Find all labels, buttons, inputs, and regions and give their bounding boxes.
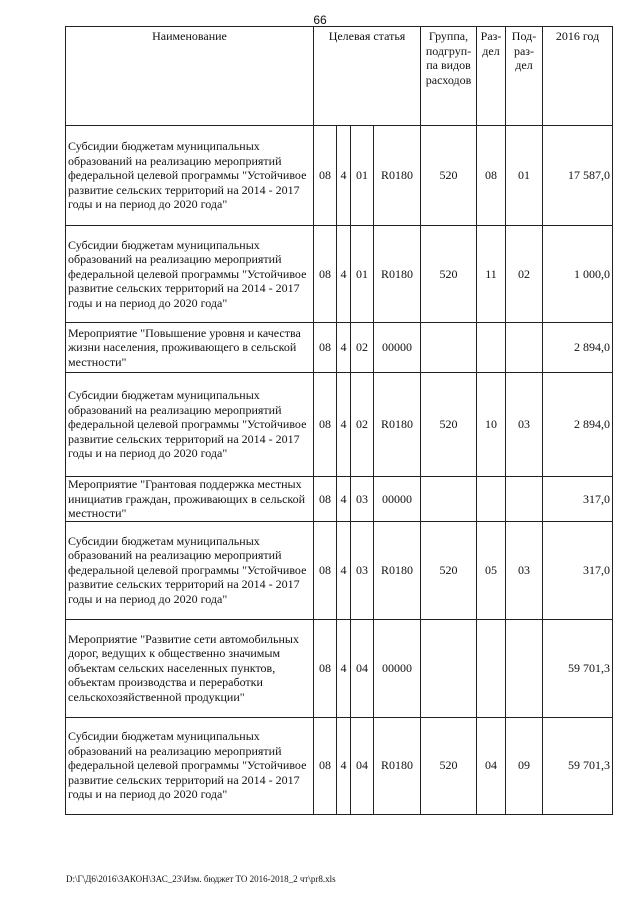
cell-c2: 4: [337, 323, 351, 373]
cell-name: Мероприятие "Повышение уровня и качества жизни населения, проживающего в сельской местности": [66, 323, 314, 373]
cell-subsection: 03: [506, 521, 543, 619]
cell-section: 05: [477, 521, 506, 619]
table-row: [66, 373, 613, 477]
cell-section: [477, 477, 506, 522]
cell-amount: 317,0: [543, 477, 613, 522]
table-row: [66, 126, 613, 226]
cell-group: 520: [421, 226, 477, 323]
cell-amount: 2 894,0: [543, 373, 613, 477]
cell-c1: 08: [314, 373, 337, 477]
cell-name: Субсидии бюджетам муниципальных образований на реализацию мероприятий федеральной целевой программы "Устойчивое развитие сельских территорий на 2014 - 2017 годы и на период до 2020 года": [66, 373, 314, 477]
cell-c1: 08: [314, 126, 337, 226]
cell-group: 520: [421, 521, 477, 619]
page-number: 66: [313, 13, 327, 27]
cell-group: [421, 477, 477, 522]
cell-c3: 03: [351, 521, 374, 619]
cell-c4: R0180: [374, 226, 421, 323]
budget-table: [65, 26, 613, 815]
cell-section: 10: [477, 373, 506, 477]
table-row: [66, 226, 613, 323]
cell-c3: 04: [351, 619, 374, 717]
cell-c2: 4: [337, 126, 351, 226]
cell-c2: 4: [337, 521, 351, 619]
cell-section: 08: [477, 126, 506, 226]
cell-c4: R0180: [374, 373, 421, 477]
cell-subsection: 01: [506, 126, 543, 226]
table-row: [66, 619, 613, 717]
cell-c1: 08: [314, 619, 337, 717]
cell-c4: 00000: [374, 619, 421, 717]
header-subsection: Под-раз-дел: [506, 27, 543, 126]
cell-subsection: 09: [506, 717, 543, 814]
cell-subsection: [506, 477, 543, 522]
cell-c3: 03: [351, 477, 374, 522]
header-target-article: Целевая статья: [314, 27, 421, 126]
cell-c4: 00000: [374, 323, 421, 373]
cell-c1: 08: [314, 477, 337, 522]
cell-c4: R0180: [374, 717, 421, 814]
cell-section: [477, 619, 506, 717]
table-row: [66, 323, 613, 373]
cell-amount: 17 587,0: [543, 126, 613, 226]
cell-name: Мероприятие "Развитие сети автомобильных дорог, ведущих к общественно значимым объектам сельских населенных пунктов, объектам производства и переработки сельскохозяйственной продукции": [66, 619, 314, 717]
cell-amount: 317,0: [543, 521, 613, 619]
cell-subsection: [506, 323, 543, 373]
cell-c2: 4: [337, 619, 351, 717]
cell-c2: 4: [337, 226, 351, 323]
cell-section: 04: [477, 717, 506, 814]
cell-c2: 4: [337, 717, 351, 814]
cell-c2: 4: [337, 477, 351, 522]
file-path-footer: D:\Г\Д6\2016\ЗАКОН\ЗАС_23\Изм. бюджет ТО 2016-2018_2 чт\pr8.xls: [66, 874, 336, 884]
table-row: [66, 477, 613, 522]
cell-c1: 08: [314, 323, 337, 373]
cell-amount: 59 701,3: [543, 619, 613, 717]
cell-amount: 59 701,3: [543, 717, 613, 814]
cell-subsection: 02: [506, 226, 543, 323]
cell-c1: 08: [314, 717, 337, 814]
cell-c3: 02: [351, 323, 374, 373]
cell-section: [477, 323, 506, 373]
cell-c1: 08: [314, 521, 337, 619]
cell-c4: R0180: [374, 126, 421, 226]
cell-group: 520: [421, 126, 477, 226]
cell-subsection: [506, 619, 543, 717]
cell-c3: 01: [351, 226, 374, 323]
header-section: Раз-дел: [477, 27, 506, 126]
cell-c1: 08: [314, 226, 337, 323]
cell-name: Субсидии бюджетам муниципальных образований на реализацию мероприятий федеральной целевой программы "Устойчивое развитие сельских территорий на 2014 - 2017 годы и на период до 2020 года": [66, 226, 314, 323]
cell-c3: 02: [351, 373, 374, 477]
cell-name: Субсидии бюджетам муниципальных образований на реализацию мероприятий федеральной целевой программы "Устойчивое развитие сельских территорий на 2014 - 2017 годы и на период до 2020 года": [66, 521, 314, 619]
cell-amount: 1 000,0: [543, 226, 613, 323]
header-year: 2016 год: [543, 27, 613, 126]
cell-subsection: 03: [506, 373, 543, 477]
cell-name: Субсидии бюджетам муниципальных образований на реализацию мероприятий федеральной целевой программы "Устойчивое развитие сельских территорий на 2014 - 2017 годы и на период до 2020 года": [66, 717, 314, 814]
cell-section: 11: [477, 226, 506, 323]
cell-c4: R0180: [374, 521, 421, 619]
cell-group: 520: [421, 717, 477, 814]
cell-group: [421, 323, 477, 373]
header-name: Наименование: [66, 27, 314, 126]
cell-group: [421, 619, 477, 717]
header-expense-group: Группа, подгруп-па видов расходов: [421, 27, 477, 126]
table-row: [66, 717, 613, 814]
cell-name: Субсидии бюджетам муниципальных образований на реализацию мероприятий федеральной целевой программы "Устойчивое развитие сельских территорий на 2014 - 2017 годы и на период до 2020 года": [66, 126, 314, 226]
cell-amount: 2 894,0: [543, 323, 613, 373]
cell-c3: 01: [351, 126, 374, 226]
cell-group: 520: [421, 373, 477, 477]
table-row: [66, 521, 613, 619]
cell-name: Мероприятие "Грантовая поддержка местных инициатив граждан, проживающих в сельской местности": [66, 477, 314, 522]
cell-c3: 04: [351, 717, 374, 814]
cell-c4: 00000: [374, 477, 421, 522]
cell-c2: 4: [337, 373, 351, 477]
header-row: [66, 27, 613, 126]
